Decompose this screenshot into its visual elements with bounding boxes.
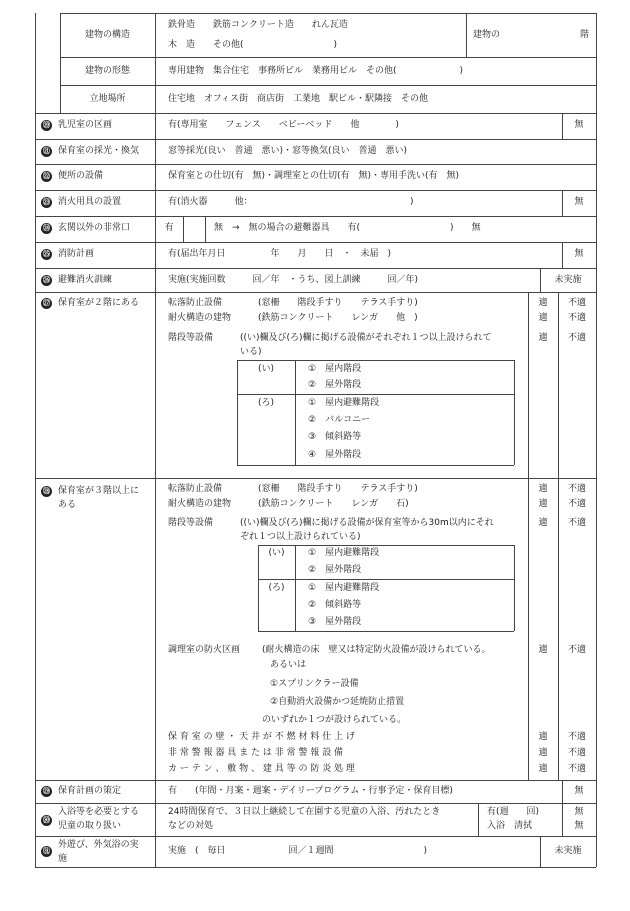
stairs-desc-2: いる) <box>240 347 262 357</box>
kitchen-line-2: あるいは <box>270 660 307 670</box>
rule <box>295 360 296 465</box>
rule <box>205 216 206 242</box>
group-ro-item: ② 傾斜路等 <box>308 600 362 610</box>
row-status: 無 <box>574 807 584 817</box>
row-content: 有(消火器 他： ) <box>168 197 414 207</box>
rule <box>60 85 596 86</box>
section-label-1: 入浴等を必要とする <box>58 807 140 817</box>
item-number-22: ㉒ <box>43 172 50 180</box>
item-number-31: ㉛ <box>43 847 50 855</box>
rule <box>35 780 596 781</box>
item-number-27: ㉗ <box>43 299 50 307</box>
row-label: 避難消火訓練 <box>58 275 113 285</box>
fireproof-detail: (鉄筋コンクリート レンガ 他 ) <box>258 313 418 323</box>
kitchen-line-1: (耐火構造の床 壁又は特定防火設備が設けられている。 <box>262 645 491 655</box>
ok-mark: 適 <box>538 732 548 742</box>
rule <box>35 190 596 191</box>
rule <box>237 360 514 361</box>
row-content: 有(届出年月日 年 月 日 ・ 未届 ) <box>168 249 392 259</box>
structure-line2: 木 造 その他( ) <box>168 40 338 50</box>
row-status: 無 <box>574 786 584 796</box>
group-ro-item: ③ 傾斜路等 <box>308 432 362 442</box>
rule <box>258 545 514 546</box>
ok-mark: 適 <box>538 518 548 528</box>
rule <box>35 242 596 243</box>
rule <box>596 13 597 113</box>
rule <box>514 360 515 465</box>
rule <box>35 268 596 269</box>
rule <box>35 292 596 293</box>
bathing-content-1: 24時間保育で、３日以上継続して在園する児童の入浴、汚れたとき <box>168 807 441 817</box>
item-number-20: ⑳ <box>43 121 50 129</box>
ng-mark: 不適 <box>567 499 586 509</box>
item-number-25: ㉕ <box>43 250 50 258</box>
group-i-item: ② 屋外階段 <box>308 565 362 575</box>
stairs-desc-1: ((い)欄及び(ろ)欄に掲げる設備がそれぞれ１つ以上設けられて <box>240 333 492 343</box>
alarm-text: 非 常 警 報 器 具 ま た は 非 常 警 報 設 備 <box>168 748 344 758</box>
group-i-item: ① 屋内避難階段 <box>308 548 380 558</box>
group-ro-item: ③ 屋外階段 <box>308 617 362 627</box>
group-ro-item: ② バルコニー <box>308 415 371 425</box>
item-number-29: ㉙ <box>43 787 50 795</box>
section-label: 保育室が２階にある <box>58 298 140 308</box>
item-number-21: ㉑ <box>43 147 50 155</box>
rule <box>596 113 597 867</box>
row-label: 消火用具の設置 <box>58 197 122 207</box>
bathing-mid-1: 有(週 回) <box>487 807 540 817</box>
rule <box>237 465 514 466</box>
fireproof-detail: (鉄筋コンクリート レンガ 石) <box>258 499 409 509</box>
form-value: 専用建物 集合住宅 事務所ビル 業務用ビル その他( ) <box>168 66 464 76</box>
rule <box>558 292 559 780</box>
rule <box>466 13 467 57</box>
fall-prevention-detail: (窓柵 階段手すり テラス手すり) <box>258 298 418 308</box>
row-status: 無 <box>574 821 584 831</box>
group-i-item: ② 屋外階段 <box>308 380 362 390</box>
group-i-label: (い) <box>268 548 285 558</box>
row-status: 無 <box>574 249 584 259</box>
item-number-26: ㉖ <box>43 276 50 284</box>
rule <box>514 545 515 631</box>
ng-mark: 不適 <box>567 484 586 494</box>
wall-ceiling-text: 保 育 室 の 壁 ・ 天 井 が 不 燃 材 料 仕 上 げ <box>168 732 355 742</box>
group-ro-item: ① 屋内避難階段 <box>308 398 380 408</box>
ok-mark: 適 <box>538 333 548 343</box>
row-status: 未実施 <box>554 275 582 285</box>
stairs-desc-1: ((い)欄及び(ろ)欄に掲げる設備が保育室等から30m以内にそれ <box>240 518 494 528</box>
row-label: 保育室の採光・換気 <box>58 146 140 156</box>
rule <box>35 216 596 217</box>
rule <box>237 360 238 465</box>
fireproof-name: 耐火構造の建物 <box>168 499 232 509</box>
ok-mark: 適 <box>538 764 548 774</box>
ng-mark: 不適 <box>567 313 586 323</box>
rule <box>35 13 36 113</box>
section-label-2: 施 <box>58 854 68 864</box>
ok-mark: 適 <box>538 748 548 758</box>
group-ro-item: ④ 屋外階段 <box>308 450 362 460</box>
item-number-28: ㉘ <box>43 487 50 495</box>
row-status: 無 <box>574 120 584 130</box>
floors-unit: 階 <box>580 30 590 40</box>
ng-mark: 不適 <box>567 298 586 308</box>
rule <box>478 803 479 836</box>
group-ro-label: (ろ) <box>257 398 275 408</box>
rule <box>35 113 596 114</box>
floors-label: 建物の <box>473 30 501 40</box>
row-label: 便所の設備 <box>58 171 104 181</box>
section-label-2: ある <box>58 500 77 510</box>
fall-prevention-detail: (窓柵 階段手すり テラス手すり) <box>258 484 418 494</box>
item-number-23: ㉓ <box>43 198 50 206</box>
group-i-label: (い) <box>257 364 275 374</box>
row-content: 保育室との仕切(有 無)・調理室との仕切(有 無)・専用手洗い(有 無) <box>168 171 460 181</box>
rule <box>183 216 184 242</box>
rule <box>155 13 156 113</box>
row-label: 乳児室の区画 <box>58 120 113 130</box>
bathing-content-2: などの対処 <box>168 821 214 831</box>
rule <box>258 631 514 632</box>
row-label: 玄関以外の非常口 <box>58 223 131 233</box>
exit-no-detail: 無 → 無の場合の避難器具 有( ) 無 <box>214 223 481 233</box>
kitchen-line-5: のいずれか１つが設けられている。 <box>262 715 407 725</box>
stairs-name: 階段等設備 <box>168 518 214 528</box>
group-i-item: ① 屋内階段 <box>308 364 362 374</box>
stairs-name: 階段等設備 <box>168 333 214 343</box>
rule <box>35 113 36 867</box>
row-content: 窓等採光(良い 普通 悪い)・窓等換気(良い 普通 悪い) <box>168 146 408 156</box>
ng-mark: 不適 <box>567 764 586 774</box>
location-label: 立地場所 <box>89 94 126 104</box>
structure-line1: 鉄骨造 鉄筋コンクリート造 れん瓦造 <box>168 20 348 30</box>
fall-prevention-name: 転落防止設備 <box>168 484 223 494</box>
rule <box>295 545 296 631</box>
stairs-desc-2: ぞれ１つ以上設けられている) <box>240 532 361 542</box>
kitchen-name: 調理室の防火区画 <box>168 645 241 655</box>
item-number-30: ㉚ <box>43 816 50 824</box>
exit-yes: 有 <box>164 223 174 233</box>
row-content: 実施(実施回数 回／年 ・うち、図上訓練 回／年) <box>168 275 419 285</box>
rule <box>60 57 596 58</box>
rule <box>60 13 596 14</box>
section-label-1: 保育室が３階以上に <box>58 486 140 496</box>
kitchen-line-3: ①スプリンクラー設備 <box>270 679 359 689</box>
bathing-mid-2: 入浴 清拭 <box>487 821 533 831</box>
section-label-2: 児童の取り扱い <box>58 821 122 831</box>
ng-mark: 不適 <box>567 333 586 343</box>
structure-label: 建物の構造 <box>84 30 130 40</box>
rule <box>35 164 596 165</box>
flameproof-text: カ ー テ ン 、 敷 物 、 建 具 等 の 防 炎 処 理 <box>168 764 355 774</box>
form-label: 建物の形態 <box>84 66 130 76</box>
row-label: 保育計画の策定 <box>58 786 122 796</box>
ng-mark: 不適 <box>567 748 586 758</box>
ng-mark: 不適 <box>567 518 586 528</box>
row-content: 有 (年間・月案・週案・デイリープログラム・行事予定・保育目標) <box>168 786 453 796</box>
ng-mark: 不適 <box>567 732 586 742</box>
row-content: 有(専用室 フェンス ベビーベッド 他 ) <box>168 120 399 130</box>
ok-mark: 適 <box>538 313 548 323</box>
fireproof-name: 耐火構造の建物 <box>168 313 232 323</box>
group-ro-item: ① 屋内避難階段 <box>308 583 380 593</box>
rule <box>35 836 596 837</box>
section-label-1: 外遊び、外気浴の実 <box>58 840 139 850</box>
rule <box>35 867 596 868</box>
item-number-24: ㉔ <box>43 224 50 232</box>
ok-mark: 適 <box>538 645 548 655</box>
rule <box>528 292 529 780</box>
location-value: 住宅地 オフィス街 商店街 工業地 駅ビル・駅隣接 その他 <box>168 94 429 104</box>
row-status: 未実施 <box>554 846 582 856</box>
row-status: 無 <box>574 197 584 207</box>
fall-prevention-name: 転落防止設備 <box>168 298 223 308</box>
group-ro-label: (ろ) <box>268 583 285 593</box>
row-label: 消防計画 <box>58 249 95 259</box>
kitchen-line-4: ②自動消火設備かつ延焼防止措置 <box>270 697 405 707</box>
ok-mark: 適 <box>538 484 548 494</box>
rule <box>35 478 596 479</box>
row-content: 実施 ( 毎日 回／１週間 ) <box>168 846 428 856</box>
rule <box>237 394 514 395</box>
rule <box>35 139 596 140</box>
rule <box>258 579 514 580</box>
rule <box>35 803 596 804</box>
ng-mark: 不適 <box>567 645 586 655</box>
ok-mark: 適 <box>538 298 548 308</box>
ok-mark: 適 <box>538 499 548 509</box>
